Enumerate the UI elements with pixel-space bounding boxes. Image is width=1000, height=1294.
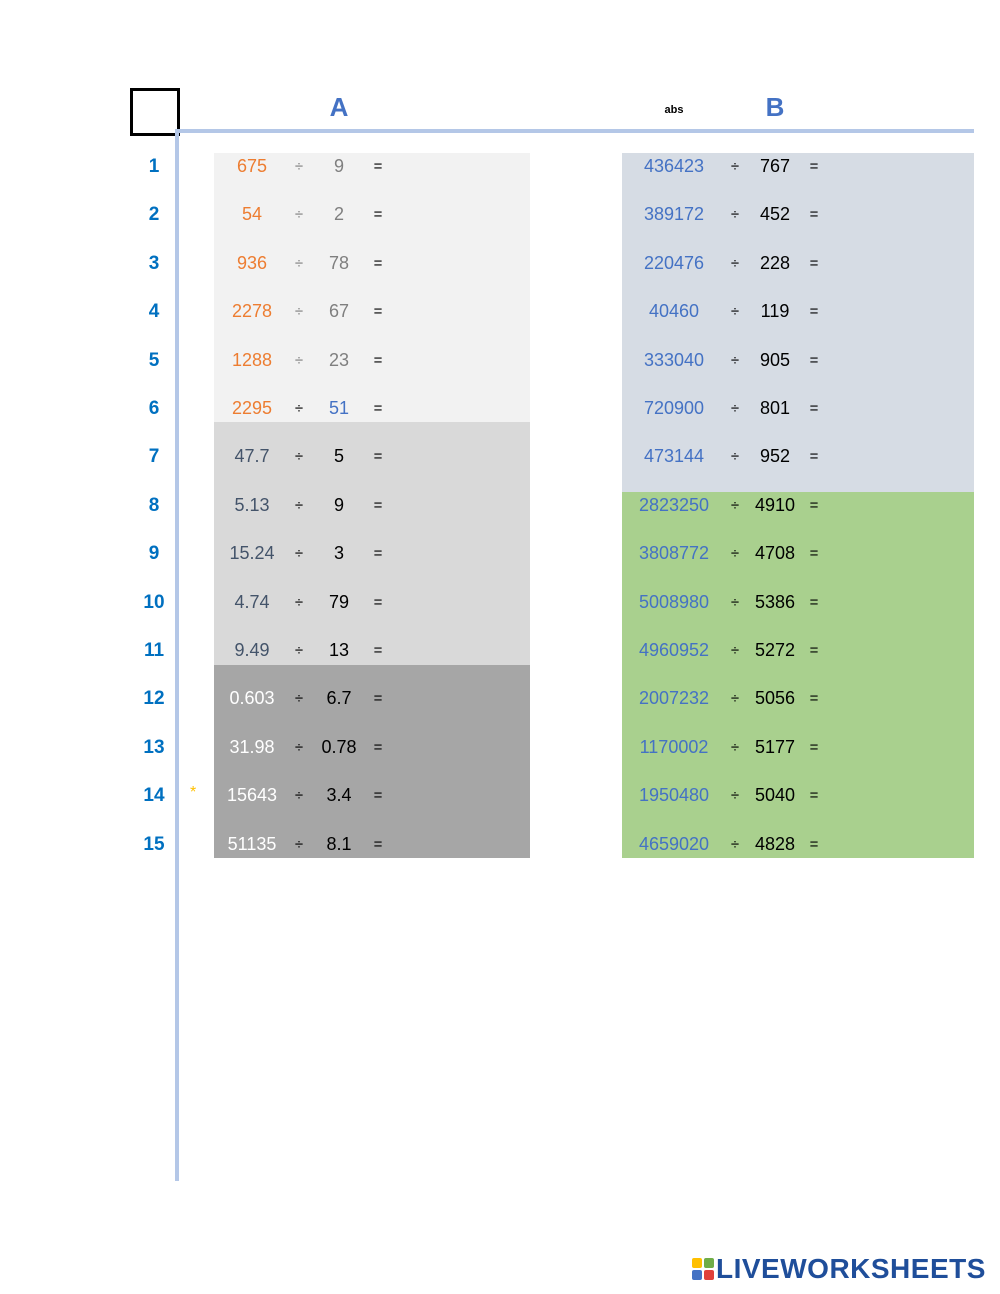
row-number: 14: [143, 785, 165, 807]
row-number: 3: [148, 252, 160, 274]
a-dividend: 0.603: [229, 688, 275, 709]
b-divide-sign: ÷: [730, 593, 740, 611]
a-equals-sign: =: [373, 448, 383, 466]
b-divisor: 801: [759, 398, 791, 418]
problem-row: [0, 240, 1000, 288]
a-divide-sign: ÷: [294, 787, 304, 805]
b-divide-sign: ÷: [730, 642, 740, 659]
a-divide-sign: ÷: [294, 303, 304, 321]
row-number: 2: [148, 204, 160, 226]
a-equals-sign: =: [373, 593, 383, 611]
b-dividend: 3808772: [638, 543, 710, 564]
a-dividend: 5.13: [234, 494, 270, 515]
a-equals-sign: =: [373, 642, 383, 659]
problem-row: [0, 385, 1000, 433]
row-number: 9: [148, 543, 160, 565]
b-divide-sign: ÷: [730, 545, 740, 563]
a-divisor: 79: [328, 591, 350, 612]
b-dividend: 4960952: [638, 640, 710, 660]
problem-row: [0, 675, 1000, 723]
a-divisor: 3: [333, 543, 344, 564]
liveworksheets-logo: [692, 1252, 986, 1286]
a-equals-sign: =: [373, 158, 383, 175]
logo-icon: [692, 1258, 714, 1280]
row-number: 8: [148, 494, 160, 516]
b-equals-sign: =: [809, 545, 819, 563]
b-dividend: 2007232: [638, 688, 710, 709]
row-number: 13: [143, 736, 165, 758]
b-divisor: 228: [759, 252, 791, 273]
a-equals-sign: =: [373, 496, 383, 514]
problem-row: [0, 821, 1000, 869]
problem-row: [0, 724, 1000, 772]
a-divide-sign: ÷: [294, 254, 304, 272]
b-dividend: 436423: [643, 156, 705, 176]
a-dividend: 2278: [231, 301, 273, 322]
problem-row: [0, 191, 1000, 239]
star-marker: *: [190, 784, 197, 802]
b-equals-sign: =: [809, 206, 819, 224]
a-divisor: 67: [328, 301, 350, 322]
b-divisor: 4828: [754, 833, 796, 854]
b-dividend: 4659020: [638, 833, 710, 854]
problem-row: [0, 433, 1000, 481]
column-header-b: B: [765, 92, 785, 122]
b-divisor: 5056: [754, 688, 796, 709]
a-dividend: 47.7: [234, 446, 270, 467]
b-equals-sign: =: [809, 738, 819, 756]
a-divisor: 3.4: [326, 785, 352, 806]
b-divide-sign: ÷: [730, 400, 740, 417]
row-number: 4: [148, 301, 160, 323]
b-equals-sign: =: [809, 400, 819, 417]
b-divide-sign: ÷: [730, 787, 740, 805]
a-equals-sign: =: [373, 690, 383, 708]
b-divide-sign: ÷: [730, 351, 740, 369]
a-divide-sign: ÷: [294, 835, 304, 853]
row-number: 7: [148, 446, 160, 468]
abs-label: abs: [664, 104, 684, 116]
b-divide-sign: ÷: [730, 254, 740, 272]
b-divisor: 4708: [754, 543, 796, 564]
a-dividend: 9.49: [234, 640, 270, 660]
row-number: 15: [143, 833, 165, 855]
problem-row: [0, 530, 1000, 578]
a-equals-sign: =: [373, 254, 383, 272]
b-equals-sign: =: [809, 787, 819, 805]
b-divisor: 5177: [754, 736, 796, 757]
a-divide-sign: ÷: [294, 738, 304, 756]
a-equals-sign: =: [373, 738, 383, 756]
b-divide-sign: ÷: [730, 206, 740, 224]
a-equals-sign: =: [373, 206, 383, 224]
b-divisor: 767: [759, 156, 791, 176]
a-divide-sign: ÷: [294, 400, 304, 417]
b-divide-sign: ÷: [730, 690, 740, 708]
a-equals-sign: =: [373, 303, 383, 321]
b-divisor: 5386: [754, 591, 796, 612]
problem-row: [0, 579, 1000, 627]
b-dividend: 220476: [643, 252, 705, 273]
column-header-a: A: [329, 92, 349, 122]
b-equals-sign: =: [809, 351, 819, 369]
b-equals-sign: =: [809, 303, 819, 321]
problem-row: [0, 627, 1000, 675]
a-divisor: 13: [328, 640, 350, 660]
b-dividend: 473144: [643, 446, 705, 467]
a-equals-sign: =: [373, 351, 383, 369]
a-dividend: 51135: [227, 833, 277, 854]
b-equals-sign: =: [809, 448, 819, 466]
a-divisor: 9: [333, 156, 344, 176]
a-dividend: 15643: [226, 785, 278, 806]
a-equals-sign: =: [373, 400, 383, 417]
problem-row: [0, 337, 1000, 385]
a-dividend: 936: [236, 252, 268, 273]
b-divide-sign: ÷: [730, 158, 740, 175]
b-equals-sign: =: [809, 254, 819, 272]
b-divisor: 905: [759, 349, 791, 370]
b-dividend: 40460: [648, 301, 700, 322]
a-divisor: 23: [328, 349, 350, 370]
row-number: 5: [148, 349, 160, 371]
corner-box: [130, 88, 180, 136]
b-equals-sign: =: [809, 690, 819, 708]
a-divisor: 0.78: [321, 736, 357, 757]
a-divisor: 6.7: [326, 688, 352, 709]
a-dividend: 1288: [231, 349, 273, 370]
logo-text: LIVEWORKSHEETS: [716, 1253, 986, 1284]
a-equals-sign: =: [373, 787, 383, 805]
a-divisor: 78: [328, 252, 350, 273]
a-divide-sign: ÷: [294, 158, 304, 175]
b-dividend: 389172: [643, 204, 705, 225]
b-divisor: 452: [759, 204, 791, 225]
problem-row: [0, 772, 1000, 820]
a-divide-sign: ÷: [294, 448, 304, 466]
header-divider: [176, 129, 974, 133]
a-divide-sign: ÷: [294, 545, 304, 563]
b-equals-sign: =: [809, 593, 819, 611]
b-dividend: 2823250: [638, 494, 710, 515]
a-dividend: 54: [241, 204, 263, 225]
a-dividend: 675: [236, 156, 268, 176]
a-divisor: 8.1: [326, 833, 352, 854]
b-divide-sign: ÷: [730, 448, 740, 466]
b-divide-sign: ÷: [730, 738, 740, 756]
row-number: 10: [143, 591, 165, 613]
a-divide-sign: ÷: [294, 206, 304, 224]
a-divide-sign: ÷: [294, 642, 304, 659]
a-equals-sign: =: [373, 835, 383, 853]
b-divisor: 5040: [754, 785, 796, 806]
b-equals-sign: =: [809, 642, 819, 659]
problem-row: [0, 143, 1000, 191]
a-dividend: 15.24: [229, 543, 275, 564]
b-dividend: 333040: [643, 349, 705, 370]
b-equals-sign: =: [809, 835, 819, 853]
b-dividend: 720900: [643, 398, 705, 418]
a-dividend: 4.74: [234, 591, 270, 612]
row-number: 12: [143, 688, 165, 710]
a-divisor: 2: [333, 204, 344, 225]
row-number: 1: [148, 156, 160, 177]
a-dividend: 31.98: [229, 736, 275, 757]
a-dividend: 2295: [231, 398, 273, 418]
a-equals-sign: =: [373, 545, 383, 563]
row-number: 6: [148, 398, 160, 419]
b-dividend: 5008980: [638, 591, 710, 612]
b-dividend: 1170002: [639, 736, 709, 757]
b-divisor: 4910: [754, 494, 796, 515]
b-divide-sign: ÷: [730, 835, 740, 853]
b-divide-sign: ÷: [730, 496, 740, 514]
a-divide-sign: ÷: [294, 690, 304, 708]
row-number: 11: [143, 640, 165, 661]
a-divide-sign: ÷: [294, 593, 304, 611]
b-equals-sign: =: [809, 158, 819, 175]
a-divide-sign: ÷: [294, 496, 304, 514]
problem-row: [0, 288, 1000, 336]
b-dividend: 1950480: [638, 785, 710, 806]
a-divide-sign: ÷: [294, 351, 304, 369]
b-equals-sign: =: [809, 496, 819, 514]
b-divisor: 119: [760, 301, 790, 322]
b-divide-sign: ÷: [730, 303, 740, 321]
problem-row: [0, 482, 1000, 530]
a-divisor: 51: [328, 398, 350, 418]
a-divisor: 9: [333, 494, 344, 515]
b-divisor: 952: [759, 446, 791, 467]
a-divisor: 5: [333, 446, 344, 467]
b-divisor: 5272: [754, 640, 796, 660]
